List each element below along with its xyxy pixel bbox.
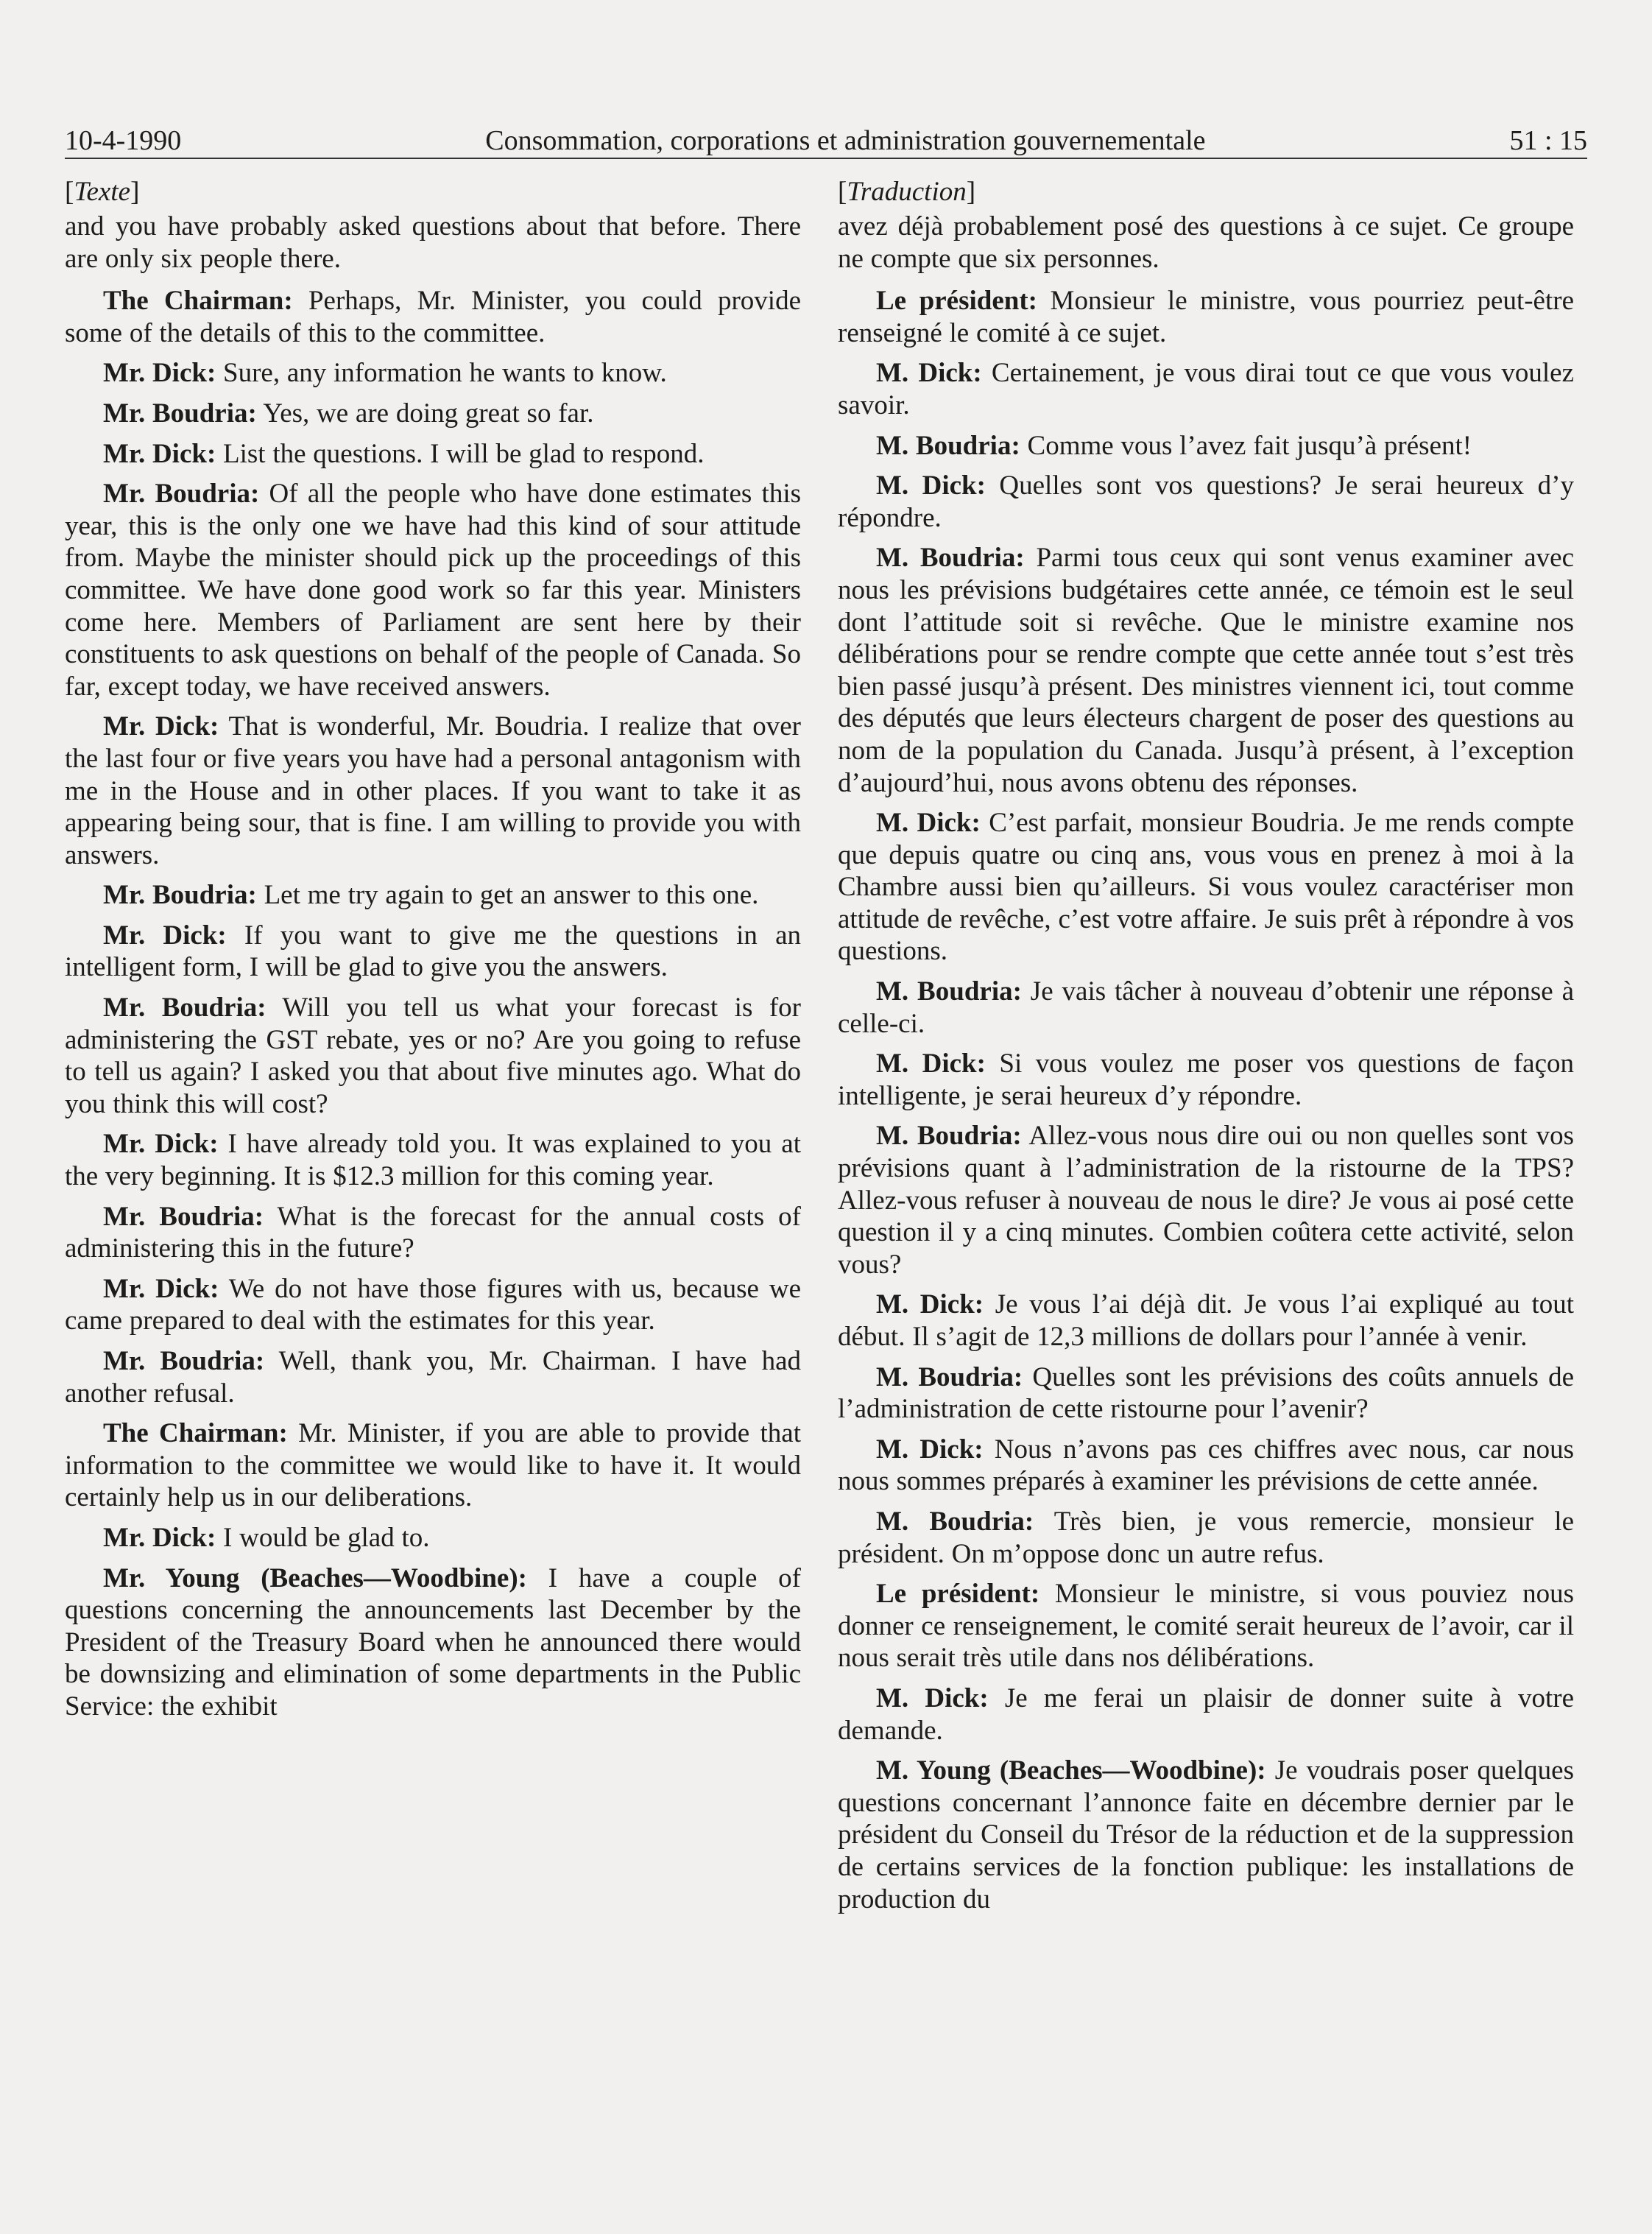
transcript-paragraph (65, 285, 801, 349)
transcript-paragraph (838, 1434, 1574, 1498)
header-page-number: 51 : 15 (1509, 125, 1587, 156)
speaker-name: M. Boudria: (876, 1121, 1022, 1152)
speech-text: I have a couple of questions concerning the announcements last December by the President of the Treasury Board when he announced there would be downsizing and elimination of some departments in the Public Service: the exhibit (65, 1562, 801, 1722)
speaker-name: Mr. Boudria: (103, 398, 257, 429)
speech-text: Allez-vous nous dire oui ou non quelles sont vos prévisions quant à l’administration de la ristourne de la TPS? Allez-vous refuser à nouveau de nous le dire? Je vous ai posé cette question il y a cinq minutes. Combien coûtera cette activité, selon vous? (838, 1121, 1575, 1280)
speaker-name: M. Boudria: (876, 976, 1022, 1007)
speech-text: Comme vous l’avez fait jusqu’à présent! (1020, 430, 1472, 461)
transcript-paragraph (838, 285, 1574, 349)
transcript-paragraph (65, 711, 801, 871)
transcript-paragraph (65, 1128, 801, 1192)
speaker-name: M. Dick: (876, 1434, 984, 1465)
speaker-name: Mr. Dick: (103, 1273, 219, 1304)
header-title: Consommation, corporations et administration gouvernementale (485, 125, 1206, 156)
speech-text: Quelles sont vos questions? Je serai heureux d’y répondre. (838, 471, 1574, 533)
speech-text: If you want to give me the questions in an intelligent form, I will be glad to give you the answers. (65, 920, 801, 983)
transcript-paragraph (838, 1361, 1574, 1426)
speech-text: Je vais tâcher à nouveau d’obtenir une réponse à celle-ci. (838, 976, 1575, 1039)
speech-text: Will you tell us what your forecast is for administering the GST rebate, yes or no? Are you going to refuse to tell us again? I asked you that about five minutes ago. What do you think this will cost? (65, 993, 801, 1119)
speaker-name: M. Boudria: (876, 1361, 1023, 1392)
speech-text: That is wonderful, Mr. Boudria. I realize that over the last four or five years you have had a personal antagonism with me in the House and in other places. If you want to take it as appearing being sour, that is fine. I am willing to provide you with answers. (65, 711, 801, 870)
english-paragraphs (65, 211, 801, 1723)
transcript-paragraph (838, 976, 1574, 1040)
speaker-name: Mr. Boudria: (103, 1346, 265, 1376)
speech-text: Je vous l’ai déjà dit. Je vous l’ai expliqué au tout début. Il s’agit de 12,3 millions de dollars pour l’année à venir. (838, 1289, 1574, 1352)
transcript-paragraph (838, 1506, 1574, 1570)
speech-text: Well, thank you, Mr. Chairman. I have had another refusal. (65, 1346, 801, 1409)
speech-text: I would be glad to. (216, 1522, 430, 1553)
speech-text: Très bien, je vous remercie, monsieur le président. On m’oppose donc un autre refus. (838, 1506, 1575, 1569)
transcript-paragraph (838, 1682, 1574, 1747)
speaker-name: M. Boudria: (876, 1506, 1034, 1537)
transcript-paragraph (65, 1522, 801, 1554)
transcript-paragraph (65, 438, 801, 471)
speech-text: Monsieur le ministre, vous pourriez peut-être renseigné le comité à ce sujet. (838, 286, 1574, 348)
speaker-name: M. Dick: (876, 358, 982, 389)
speaker-name: Mr. Dick: (103, 1129, 219, 1160)
speaker-name: Mr. Dick: (103, 711, 219, 742)
transcript-paragraph (838, 1755, 1574, 1915)
transcript-paragraph (838, 807, 1574, 968)
speaker-name: Le président: (876, 286, 1037, 317)
speaker-name: Mr. Dick: (103, 920, 227, 951)
french-column (838, 175, 1574, 1923)
speech-text: What is the forecast for the annual costs of administering this in the future? (65, 1201, 802, 1264)
speech-text: Monsieur le ministre, si vous pouviez nous donner ce renseignement, le comité serait heureux de l’avoir, car il nous serait très utile dans nos délibérations. (838, 1579, 1574, 1674)
speaker-name: Mr. Boudria: (103, 880, 257, 911)
transcript-paragraph (838, 470, 1574, 534)
speech-text: Je me ferai un plaisir de donner suite à votre demande. (838, 1682, 1574, 1746)
speech-text: We do not have those figures with us, because we came prepared to deal with the estimates for this year. (65, 1273, 802, 1336)
transcript-paragraph (838, 542, 1574, 799)
speaker-name: M. Dick: (876, 1289, 984, 1320)
transcript-paragraph (838, 357, 1574, 421)
transcript-paragraph (65, 1201, 801, 1265)
speech-text: Yes, we are doing great so far. (256, 398, 594, 429)
speaker-name: M. Dick: (876, 1682, 989, 1713)
speech-text: Quelles sont les prévisions des coûts annuels de l’administration de cette ristourne pour l’avenir? (838, 1361, 1574, 1425)
transcript-paragraph (65, 1562, 801, 1723)
speaker-name: Mr. Boudria: (103, 993, 266, 1023)
transcript-paragraph (65, 1345, 801, 1409)
speaker-name: M. Boudria: (876, 543, 1025, 574)
transcript-paragraph (65, 879, 801, 912)
header-rule (65, 158, 1587, 159)
french-paragraphs (838, 211, 1574, 1915)
transcript-paragraph (65, 478, 801, 702)
speaker-name: M. Dick: (876, 1049, 986, 1079)
header-date: 10-4-1990 (65, 125, 182, 156)
speaker-name: M. Dick: (876, 471, 986, 501)
transcript-paragraph (65, 211, 801, 275)
speech-text: Perhaps, Mr. Minister, you could provide some of the details of this to the committee. (65, 286, 801, 348)
transcript-paragraph (838, 430, 1574, 462)
speaker-name: Mr. Dick: (103, 438, 216, 469)
speaker-name: M. Boudria: (876, 430, 1020, 461)
running-head (65, 118, 1587, 158)
language-tag-french: [Traduction] (838, 177, 976, 207)
language-tag-english: [Texte] (65, 177, 140, 207)
speaker-name: Mr. Dick: (103, 358, 216, 389)
speech-text: and you have probably asked questions about that before. There are only six people there. (65, 211, 801, 274)
speech-text: Let me try again to get an answer to this one. (256, 880, 759, 911)
transcript-paragraph (65, 357, 801, 390)
speaker-name: Le président: (876, 1579, 1040, 1610)
speech-text: Certainement, je vous dirai tout ce que vous voulez savoir. (838, 358, 1574, 420)
transcript-paragraph (838, 1048, 1574, 1112)
speech-text: Je voudrais poser quelques questions concernant l’annonce faite en décembre dernier par le président du Conseil du Trésor de la réduction et de la suppression de certains services de la fonction publique: les installations de production du (838, 1755, 1574, 1914)
transcript-paragraph (65, 1273, 801, 1337)
speaker-name: M. Dick: (876, 808, 981, 839)
speaker-name: Mr. Young (Beaches—Woodbine): (103, 1562, 527, 1593)
transcript-paragraph (65, 398, 801, 430)
speech-text: Mr. Minister, if you are able to provide that information to the committee we would like to have it. It would certainly help us in our deliberations. (65, 1418, 801, 1513)
transcript-paragraph (838, 211, 1574, 275)
transcript-paragraph (65, 1417, 801, 1514)
speech-text: List the questions. I will be glad to respond. (216, 438, 705, 469)
speech-text: avez déjà probablement posé des questions à ce sujet. Ce groupe ne compte que six personnes. (838, 211, 1574, 274)
speaker-name: The Chairman: (103, 286, 293, 317)
english-column (65, 175, 801, 1731)
transcript-paragraph (838, 1289, 1574, 1353)
transcript-paragraph (838, 1578, 1574, 1674)
speech-text: Parmi tous ceux qui sont venus examiner avec nous les prévisions budgétaires cette année, ce témoin est le seul dont l’attitude soit si revêche. Que le ministre examine nos délibérations pour se rendre compte que cette année tout s’est très bien passé jusqu’à présent. Des ministres viennent ici, tout comme des députés que leurs électeurs chargent de poser des questions au nom de la population du Canada. Jusqu’à présent, à l’exception d’aujourd’hui, nous avons obtenu des réponses. (838, 543, 1575, 798)
speaker-name: Mr. Boudria: (103, 479, 260, 510)
speech-text: Si vous voulez me poser vos questions de façon intelligente, je serai heureux d’y répondre. (838, 1049, 1574, 1111)
speech-text: I have already told you. It was explained to you at the very beginning. It is $12.3 million for this coming year. (65, 1129, 801, 1192)
transcript-paragraph (65, 992, 801, 1120)
speaker-name: M. Young (Beaches—Woodbine): (876, 1755, 1266, 1786)
speaker-name: Mr. Dick: (103, 1522, 216, 1553)
speaker-name: Mr. Boudria: (103, 1201, 264, 1232)
transcript-paragraph (65, 920, 801, 984)
speaker-name: The Chairman: (103, 1418, 288, 1449)
speech-text: C’est parfait, monsieur Boudria. Je me rends compte que depuis quatre ou cinq ans, vous vous en prenez à moi à la Chambre aussi bien qu’ailleurs. Si vous voulez caractériser mon attitude de revêche, c’est votre affaire. Je suis prêt à répondre à vos questions. (838, 808, 1574, 967)
speech-text: Of all the people who have done estimates this year, this is the only one we have had this kind of sour attitude from. Maybe the minister should pick up the proceedings of this committee. We have done good work so far this year. Ministers come here. Members of Parliament are sent here by their constituents to ask questions on behalf of the people of Canada. So far, except today, we have received answers. (65, 479, 802, 702)
speech-text: Sure, any information he wants to know. (216, 358, 667, 389)
speech-text: Nous n’avons pas ces chiffres avec nous, car nous nous sommes préparés à examiner les prévisions de cette année. (838, 1434, 1574, 1497)
transcript-paragraph (838, 1120, 1574, 1280)
